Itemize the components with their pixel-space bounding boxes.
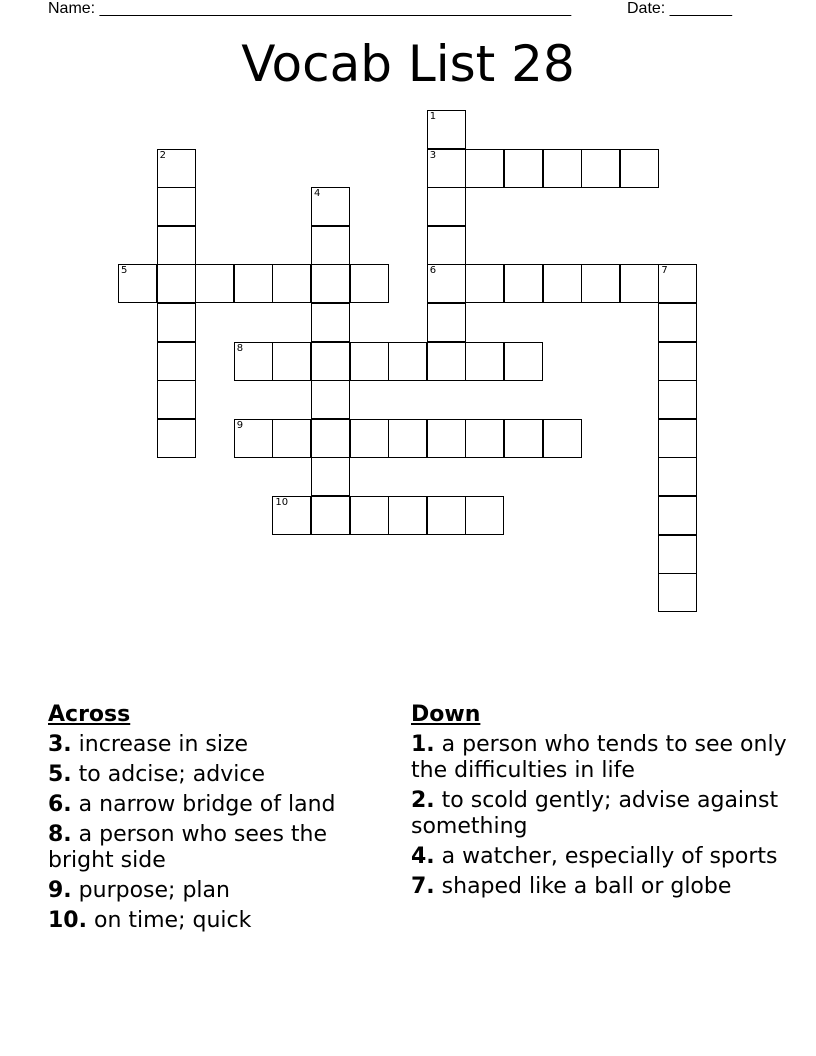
crossword-cell[interactable] <box>350 342 389 381</box>
crossword-cell[interactable] <box>658 342 697 381</box>
crossword-cell[interactable] <box>427 419 466 458</box>
crossword-cell[interactable] <box>311 187 350 226</box>
across-clue <box>48 732 388 758</box>
crossword-cell[interactable] <box>388 496 427 535</box>
across-clue <box>48 822 388 874</box>
crossword-cell[interactable] <box>581 264 620 303</box>
crossword-cell[interactable] <box>272 419 311 458</box>
crossword-cell[interactable] <box>157 264 196 303</box>
clue-text: purpose; plan <box>71 878 230 903</box>
clue-number: 10. <box>48 908 87 933</box>
clue-text: to scold gently; advise against something <box>411 788 779 839</box>
across-heading: Across <box>48 702 131 727</box>
down-clue <box>411 874 791 900</box>
down-clues <box>411 702 791 904</box>
down-clue <box>411 732 791 784</box>
clue-number: 9 <box>236 419 244 431</box>
across-clue <box>48 792 388 818</box>
crossword-cell[interactable] <box>311 457 350 496</box>
down-heading: Down <box>411 702 481 727</box>
clue-text: a person who tends to see only the difficulties in life <box>411 732 787 783</box>
clue-text: shaped like a ball or globe <box>434 874 732 899</box>
crossword-cell[interactable] <box>157 187 196 226</box>
crossword-cell[interactable] <box>465 342 504 381</box>
crossword-cell[interactable] <box>427 264 466 303</box>
crossword-cell[interactable] <box>388 342 427 381</box>
crossword-cell[interactable] <box>620 264 659 303</box>
clue-number: 7 <box>661 265 668 277</box>
crossword-cell[interactable] <box>272 342 311 381</box>
crossword-cell[interactable] <box>388 419 427 458</box>
clue-number: 7. <box>411 874 435 899</box>
crossword-cell[interactable] <box>427 149 466 188</box>
crossword-cell[interactable] <box>504 419 543 458</box>
clue-text: a person who sees the bright side <box>48 822 328 873</box>
crossword-cell[interactable] <box>543 264 582 303</box>
crossword-cell[interactable] <box>427 342 466 381</box>
crossword-cell[interactable] <box>658 535 697 574</box>
down-clue <box>411 788 791 840</box>
clue-number: 5 <box>121 265 128 277</box>
crossword-cell[interactable] <box>157 149 196 188</box>
crossword-cell[interactable] <box>157 226 196 265</box>
crossword-cell[interactable] <box>427 110 466 149</box>
crossword-cell[interactable] <box>465 496 504 535</box>
crossword-cell[interactable] <box>272 496 311 535</box>
clue-number: 2 <box>159 149 166 161</box>
crossword-cell[interactable] <box>427 187 466 226</box>
crossword-cell[interactable] <box>504 342 543 381</box>
name-field-label: Name: _____________________________________________________ <box>48 0 572 17</box>
crossword-cell[interactable] <box>465 419 504 458</box>
clue-number: 1 <box>429 111 437 122</box>
clue-number: 2. <box>411 788 435 813</box>
crossword-cell[interactable] <box>157 342 196 381</box>
crossword-cell[interactable] <box>311 419 350 458</box>
down-clue <box>411 844 791 870</box>
clue-number: 5. <box>48 762 72 787</box>
across-clues <box>48 702 388 938</box>
crossword-cell[interactable] <box>350 264 389 303</box>
page-title: Vocab List 28 <box>241 35 575 93</box>
across-clue <box>48 762 388 788</box>
crossword-cell[interactable] <box>157 303 196 342</box>
crossword-cell[interactable] <box>350 419 389 458</box>
clue-text: to adcise; advice <box>71 762 266 787</box>
clue-number: 1. <box>411 732 435 757</box>
clue-number: 3 <box>429 149 437 161</box>
crossword-cell[interactable] <box>157 380 196 419</box>
crossword-cell[interactable] <box>658 264 697 303</box>
crossword-cell[interactable] <box>350 496 389 535</box>
clue-text: increase in size <box>71 732 249 757</box>
crossword-cell[interactable] <box>658 457 697 496</box>
clue-number: 4. <box>411 844 435 869</box>
across-clue <box>48 908 388 934</box>
crossword-cell[interactable] <box>427 226 466 265</box>
crossword-cell[interactable] <box>658 380 697 419</box>
crossword-cell[interactable] <box>658 573 697 612</box>
crossword-cell[interactable] <box>195 264 234 303</box>
crossword-cell[interactable] <box>234 264 273 303</box>
crossword-cell[interactable] <box>658 496 697 535</box>
crossword-cell[interactable] <box>272 264 311 303</box>
crossword-cell[interactable] <box>118 264 157 303</box>
crossword-cell[interactable] <box>427 303 466 342</box>
crossword-cell[interactable] <box>543 149 582 188</box>
crossword-cell[interactable] <box>311 226 350 265</box>
crossword-cell[interactable] <box>311 342 350 381</box>
crossword-cell[interactable] <box>543 419 582 458</box>
crossword-cell[interactable] <box>311 264 350 303</box>
clue-number: 6 <box>429 265 437 277</box>
across-clue <box>48 878 388 904</box>
crossword-cell[interactable] <box>427 496 466 535</box>
crossword-cell[interactable] <box>658 303 697 342</box>
date-field-label: Date: _______ <box>627 0 732 17</box>
clue-text: a watcher, especially of sports <box>434 844 778 869</box>
clue-number: 3. <box>48 732 72 757</box>
crossword-cell[interactable] <box>311 303 350 342</box>
clue-number: 6. <box>48 792 72 817</box>
clue-number: 8 <box>236 342 244 354</box>
crossword-cell[interactable] <box>465 264 504 303</box>
crossword-cell[interactable] <box>311 496 350 535</box>
crossword-cell[interactable] <box>504 264 543 303</box>
clue-text: on time; quick <box>86 908 252 933</box>
clue-number: 8. <box>48 822 72 847</box>
crossword-cell[interactable] <box>157 419 196 458</box>
crossword-cell[interactable] <box>658 419 697 458</box>
clue-number: 10 <box>275 497 289 508</box>
crossword-cell[interactable] <box>581 149 620 188</box>
crossword-cell[interactable] <box>620 149 659 188</box>
clue-number: 4 <box>314 188 321 200</box>
clue-text: a narrow bridge of land <box>71 792 336 817</box>
crossword-cell[interactable] <box>504 149 543 188</box>
crossword-cell[interactable] <box>311 380 350 419</box>
crossword-cell[interactable] <box>234 419 273 458</box>
crossword-cell[interactable] <box>465 149 504 188</box>
clue-number: 9. <box>48 878 72 903</box>
crossword-cell[interactable] <box>234 342 273 381</box>
